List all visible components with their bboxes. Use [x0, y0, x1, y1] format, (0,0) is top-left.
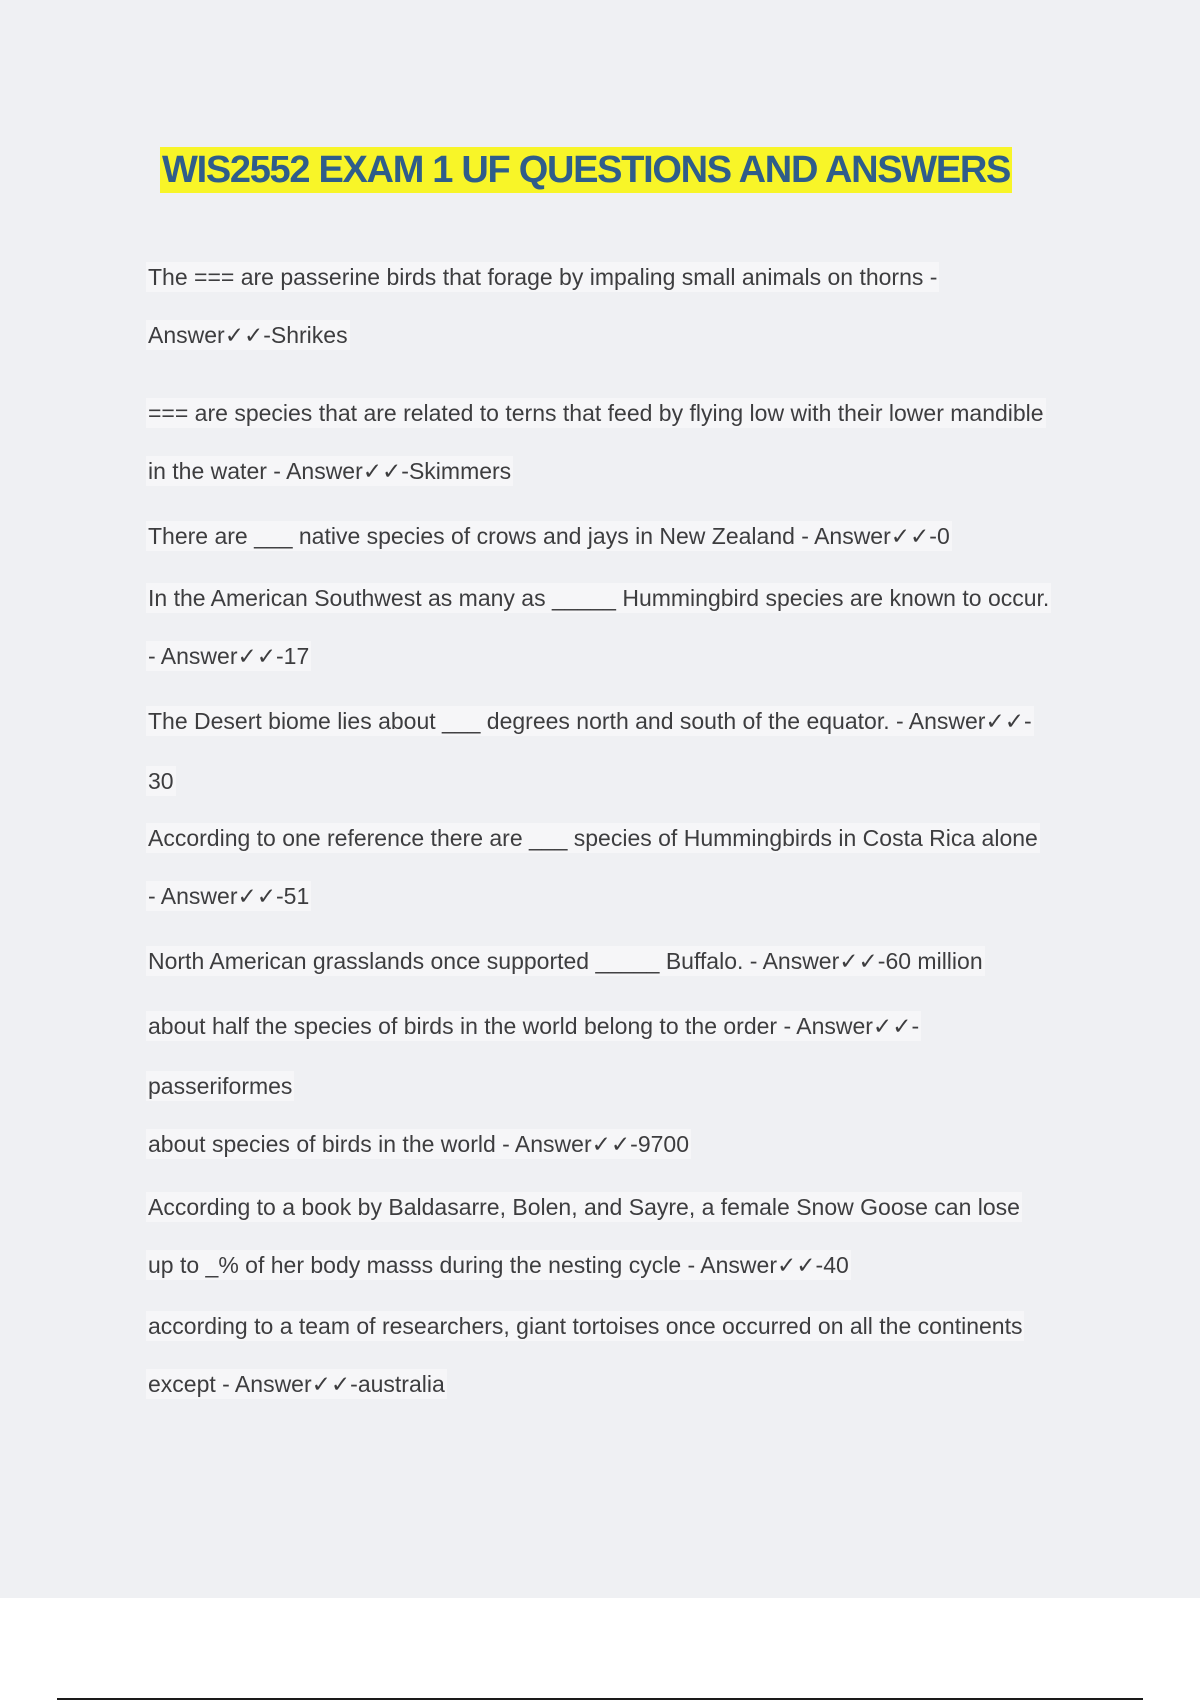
- text-line: In the American Southwest as many as _____ Hummingbird species are known to occur.: [148, 585, 1050, 611]
- text-line: The Desert biome lies about ___ degrees north and south of the equator. - Answer✓✓-: [148, 708, 1032, 734]
- text-line: up to _% of her body masss during the nesting cycle - Answer✓✓-40: [148, 1252, 849, 1278]
- text-line: There are ___ native species of crows and jays in New Zealand - Answer✓✓-0: [148, 523, 950, 549]
- text-line: North American grasslands once supported _____ Buffalo. - Answer✓✓-60 million: [148, 948, 983, 974]
- text-line: The === are passerine birds that forage by impaling small animals on thorns -: [148, 264, 938, 290]
- text-line: about half the species of birds in the world belong to the order - Answer✓✓-: [148, 1013, 920, 1039]
- text-line: According to a book by Baldasarre, Bolen, and Sayre, a female Snow Goose can lose: [148, 1194, 1020, 1220]
- text-line: except - Answer✓✓-australia: [148, 1371, 445, 1397]
- text-line: 30: [148, 768, 174, 794]
- page-title: WIS2552 EXAM 1 UF QUESTIONS AND ANSWERS: [162, 149, 1011, 191]
- text-line: in the water - Answer✓✓-Skimmers: [148, 458, 512, 484]
- text-line: according to a team of researchers, giant tortoises once occurred on all the continents: [148, 1313, 1023, 1339]
- text-line: Answer✓✓-Shrikes: [148, 322, 348, 348]
- text-line: - Answer✓✓-51: [148, 883, 310, 909]
- text-line: about species of birds in the world - Answer✓✓-9700: [148, 1131, 689, 1157]
- text-line: passeriformes: [148, 1073, 293, 1099]
- text-line: According to one reference there are ___ species of Hummingbirds in Costa Rica alone: [148, 825, 1038, 851]
- text-line: - Answer✓✓-17: [148, 643, 310, 669]
- text-line: === are species that are related to terns that feed by flying low with their lower mandible: [148, 400, 1044, 426]
